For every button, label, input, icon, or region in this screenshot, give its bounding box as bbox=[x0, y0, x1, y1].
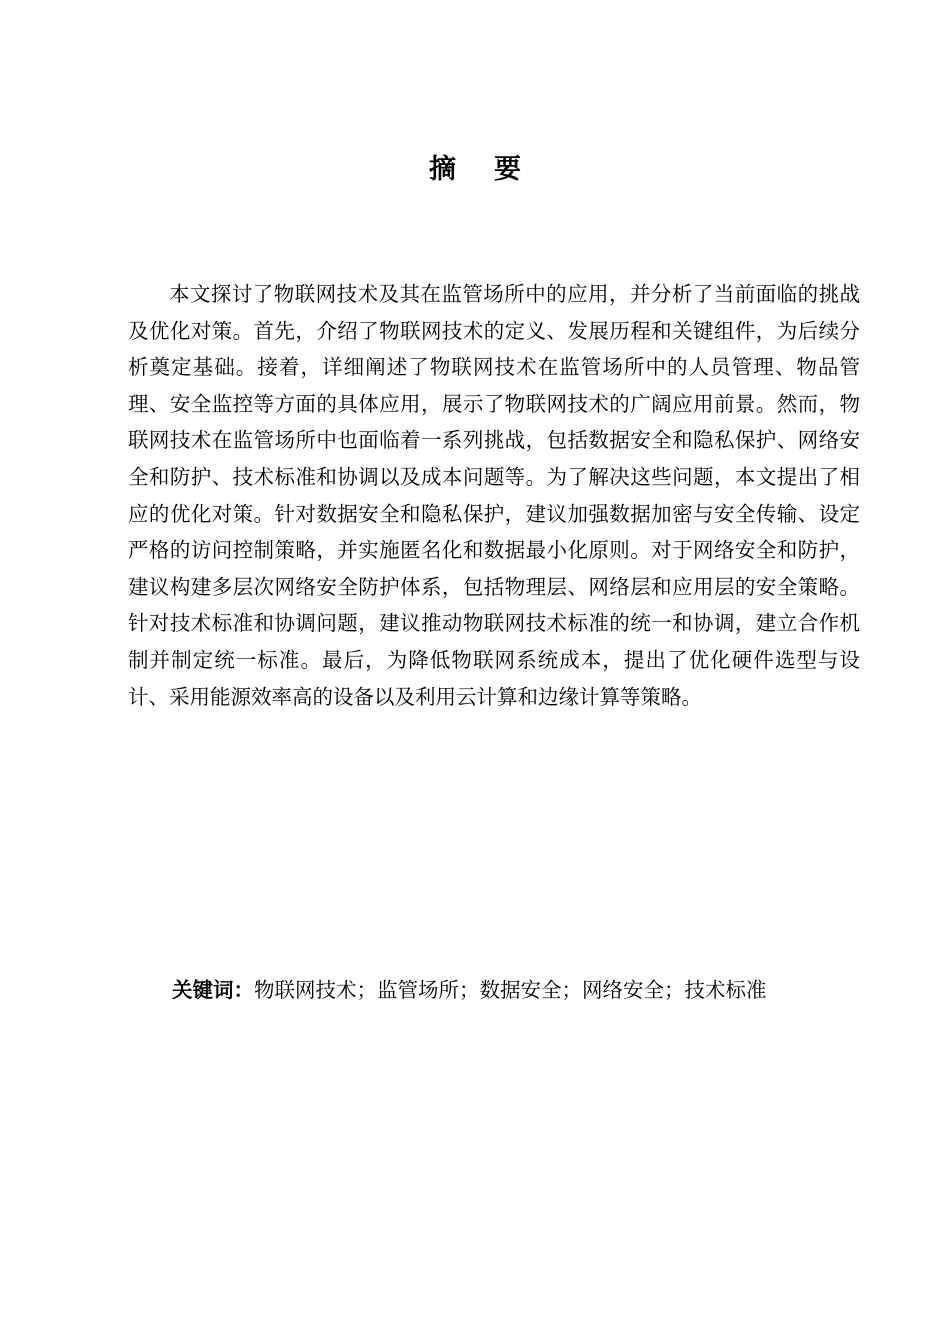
abstract-paragraph: 本文探讨了物联网技术及其在监管场所中的应用，并分析了当前面临的挑战及优化对策。首先，介绍了物联网技术的定义、发展历程和关键组件，为后续分析奠定基础。接着，详细阐述了物联网技术在监管场所中的人员管理、物品管理、安全监控等方面的具体应用，展示了物联网技术的广阔应用前景。然而，物联网技术在监管场所中也面临着一系列挑战，包括数据安全和隐私保护、网络安全和防护、技术标准和协调以及成本问题等。为了解决这些问题，本文提出了相应的优化对策。针对数据安全和隐私保护，建议加强数据加密与安全传输、设定严格的访问控制策略，并实施匿名化和数据最小化原则。对于网络安全和防护，建议构建多层次网络安全防护体系，包括物理层、网络层和应用层的安全策略。针对技术标准和协调问题，建议推动物联网技术标准的统一和协调，建立合作机制并制定统一标准。最后，为降低物联网系统成本，提出了优化硬件选型与设计、采用能源效率高的设备以及利用云计算和边缘计算等策略。 bbox=[128, 282, 860, 709]
keywords-line bbox=[172, 972, 872, 1008]
page-title: 摘要 bbox=[429, 154, 559, 185]
keywords-label: 关键词： bbox=[172, 978, 254, 1002]
keywords-list: 物联网技术；监管场所；数据安全；网络安全；技术标准 bbox=[254, 978, 767, 1002]
